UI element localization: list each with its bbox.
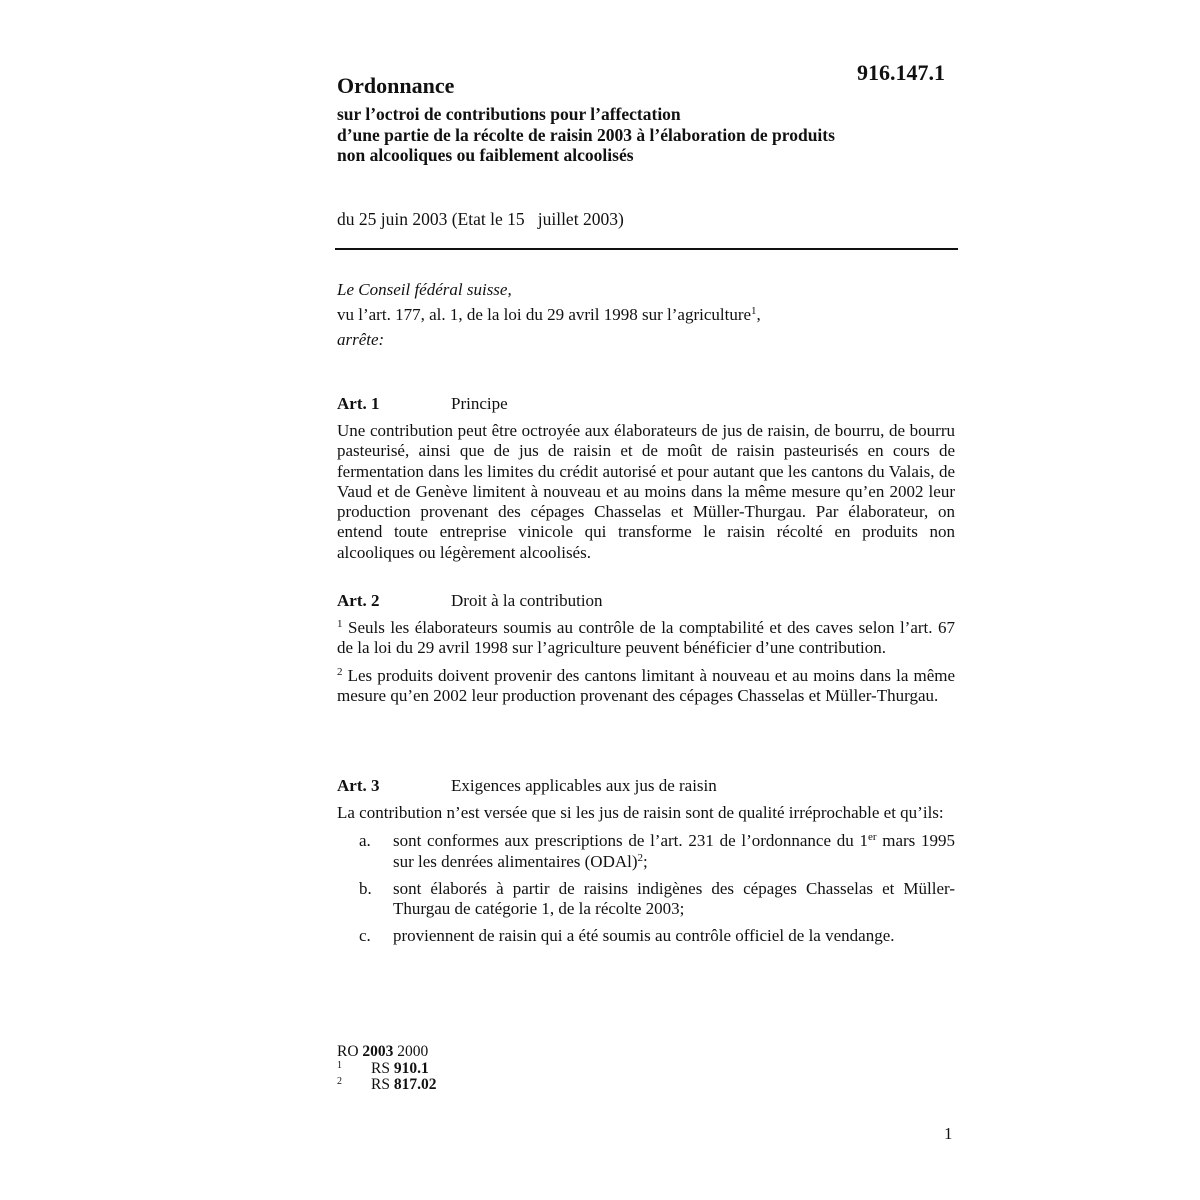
- paragraph-number: 1: [337, 618, 343, 630]
- list-item-text-part: ;: [643, 851, 648, 871]
- footnote-ref-link[interactable]: 910.1: [393, 1060, 429, 1077]
- ro-prefix: RO: [337, 1043, 359, 1060]
- article-3: [337, 775, 955, 947]
- requirements-list: [337, 831, 955, 946]
- article-heading: [337, 393, 955, 415]
- paragraph-text: Seuls les élaborateurs soumis au contrôle de la comptabilité et des caves selon l’art. 67 de la loi du 29 avril 1998 sur l’agriculture peuvent bénéficier d’une contribution.: [337, 618, 955, 658]
- list-item-letter: b.: [359, 878, 372, 898]
- sr-number: 916.147.1: [857, 60, 945, 85]
- article-paragraph: [337, 666, 955, 707]
- list-item: [337, 831, 955, 872]
- list-item-letter: c.: [359, 926, 371, 946]
- article-title: Exigences applicables aux jus de raisin: [451, 776, 717, 795]
- article-number: Art. 2: [337, 591, 380, 610]
- footnote-number: 1: [337, 1060, 342, 1071]
- list-item-text-part: mars 1995 sur les denrées alimentaires (ODAl): [393, 831, 955, 871]
- footnote-ref-link[interactable]: 817.02: [393, 1076, 437, 1093]
- article-heading: [337, 775, 955, 797]
- page-number: 1: [944, 1124, 953, 1143]
- list-item: [337, 879, 955, 920]
- list-item: [337, 926, 955, 946]
- list-item-text: proviennent de raisin qui a été soumis au contrôle officiel de la vendange.: [393, 926, 895, 946]
- article-title: Droit à la contribution: [451, 591, 603, 610]
- preamble: [337, 277, 957, 352]
- footnote-ref-2[interactable]: 2: [637, 851, 644, 864]
- footnotes: [337, 1043, 637, 1093]
- preamble-basis-end: ,: [756, 305, 761, 324]
- ro-page: 2000: [397, 1043, 429, 1060]
- footnote-1: [337, 1061, 637, 1077]
- article-2: [337, 590, 955, 706]
- list-item-text-part: sont conformes aux prescriptions de l’art. 231 de l’ordonnance du 1: [393, 831, 868, 851]
- footnote-prefix: RS: [371, 1076, 390, 1093]
- paragraph-number: 2: [337, 665, 343, 678]
- document-title: Ordonnance: [337, 73, 455, 98]
- article-number: Art. 1: [337, 394, 380, 413]
- paragraph-text: Les produits doivent provenir des cantons limitant à nouveau et au moins dans la même mesure qu’en 2002 leur production provenant des cépages Chasselas et Müller-Thurgau.: [337, 665, 956, 705]
- document-date: du 25 juin 2003 (Etat le 15 juillet 2003): [337, 209, 624, 229]
- footnote-ref-1[interactable]: 1: [751, 305, 757, 317]
- preamble-authority: Le Conseil fédéral suisse,: [337, 280, 512, 299]
- article-title: Principe: [451, 394, 508, 413]
- subtitle-line: non alcooliques ou faiblement alcoolisés: [337, 145, 634, 165]
- article-number: Art. 3: [337, 776, 380, 795]
- footnote-2: [337, 1077, 637, 1093]
- ro-year: 2003: [362, 1043, 394, 1060]
- header-divider: [335, 248, 958, 250]
- preamble-decree: arrête:: [337, 330, 385, 349]
- footnote-prefix: RS: [371, 1060, 390, 1077]
- list-item-text: sont élaborés à partir de raisins indigènes des cépages Chasselas et Müller-Thurgau de catégorie 1, de la récolte 2003;: [393, 878, 955, 919]
- subtitle-line: sur l’octroi de contributions pour l’affectation: [337, 104, 681, 124]
- ordinal-suffix: er: [867, 831, 877, 844]
- article-text: Une contribution peut être octroyée aux élaborateurs de jus de raisin, de bourru, de bourru pasteurisé, ainsi que de jus de raisin et de moût de raisin pasteurisés en cours de fermentation dans les limites du crédit autorisé et pour autant que les cantons du Valais, de Vaud et de Genève limitent à nouveau et au moins dans la même mesure qu’en 2002 leur production provenant des cépages Chasselas et Müller-Thurgau. Par élaborateur, on entend toute entreprise vinicole qui transforme le raisin récolté en produits non alcooliques ou légèrement alcoolisés.: [337, 421, 955, 562]
- footnote-text: [371, 1077, 436, 1093]
- footnote-text: [371, 1061, 429, 1077]
- article-heading: [337, 590, 955, 612]
- article-paragraph: [337, 618, 955, 659]
- preamble-basis: [337, 302, 957, 327]
- article-1: [337, 393, 955, 563]
- preamble-basis-text: vu l’art. 177, al. 1, de la loi du 29 avril 1998 sur l’agriculture: [337, 305, 752, 324]
- document-subtitle: [337, 104, 957, 166]
- ro-reference: [337, 1043, 637, 1061]
- subtitle-line: d’une partie de la récolte de raisin 2003 à l’élaboration de produits: [337, 124, 835, 145]
- list-item-letter: a.: [359, 831, 371, 851]
- footnote-number: 2: [337, 1076, 342, 1087]
- list-item-text: [393, 831, 955, 872]
- article-intro: La contribution n’est versée que si les jus de raisin sont de qualité irréprochable et qu’ils:: [337, 803, 944, 822]
